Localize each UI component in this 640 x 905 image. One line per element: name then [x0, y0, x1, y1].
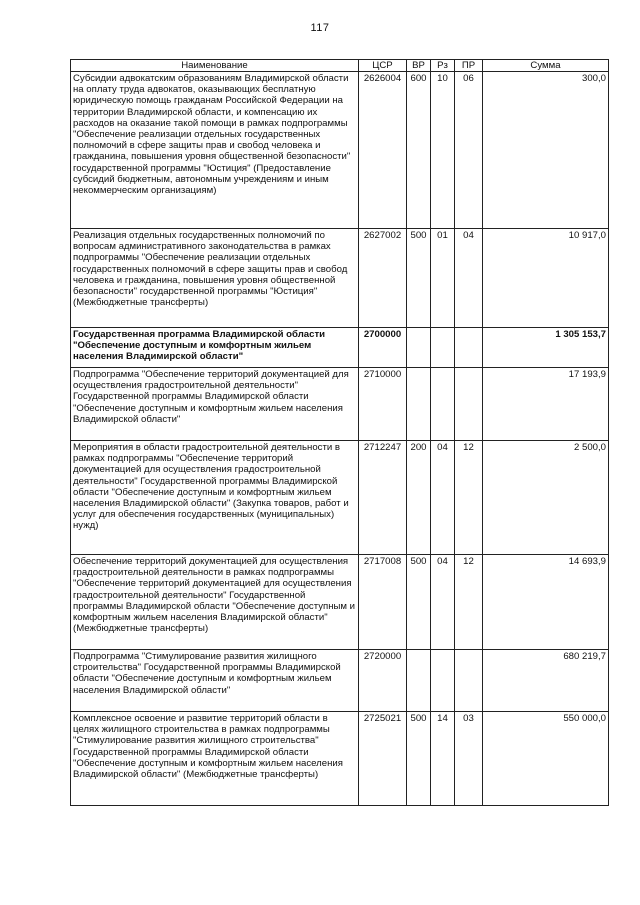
table-row	[71, 229, 609, 328]
table-row	[71, 650, 609, 712]
row-pr: 04	[455, 229, 483, 328]
row-name: Субсидии адвокатским образованиям Владимирской области на оплату труда адвокатов, оказывающих бесплатную юридическую помощь гражданам Российской Федерации на территории Владимирской области, и компенсацию их расходов на оказание такой помощи в рамках подпрограммы "Обеспечение реализации отдельных государственных полномочий в сфере защиты прав и свобод человека и гражданина, повышения уровня общественной безопасности" государственной программы "Юстиция" (Предоставление субсидий бюджетным, автономным учреждениям и иным некоммерческим организациям)	[71, 72, 359, 229]
header-rz: Рз	[431, 60, 455, 72]
header-pr: ПР	[455, 60, 483, 72]
row-sum: 300,0	[483, 72, 609, 229]
row-pr	[455, 368, 483, 441]
row-csr: 2627002	[359, 229, 407, 328]
row-sum: 1 305 153,7	[483, 328, 609, 368]
row-rz: 04	[431, 555, 455, 650]
row-vr	[407, 328, 431, 368]
table-row	[71, 368, 609, 441]
row-csr: 2712247	[359, 441, 407, 555]
row-rz: 01	[431, 229, 455, 328]
header-sum: Сумма	[483, 60, 609, 72]
table-row	[71, 441, 609, 555]
row-pr	[455, 328, 483, 368]
row-sum: 2 500,0	[483, 441, 609, 555]
page-number: 117	[310, 22, 330, 34]
row-name: Подпрограмма "Обеспечение территорий документацией для осуществления градостроительной деятельности" Государственной программы Владимирской области "Обеспечение доступным и комфортным жильем населения Владимирской области"	[71, 368, 359, 441]
row-vr: 600	[407, 72, 431, 229]
row-rz: 04	[431, 441, 455, 555]
row-csr: 2710000	[359, 368, 407, 441]
table-row	[71, 555, 609, 650]
row-rz: 10	[431, 72, 455, 229]
row-name: Комплексное освоение и развитие территорий области в целях жилищного строительства в рамках подпрограммы "Стимулирование развития жилищного строительства" Государственной программы Владимирской области "Обеспечение доступным и комфортным жильем населения Владимирской области" (Межбюджетные трансферты)	[71, 712, 359, 806]
table-row	[71, 328, 609, 368]
row-vr: 500	[407, 555, 431, 650]
row-vr	[407, 650, 431, 712]
row-rz: 14	[431, 712, 455, 806]
table-header	[71, 60, 609, 72]
row-sum: 14 693,9	[483, 555, 609, 650]
row-vr: 500	[407, 229, 431, 328]
row-vr: 500	[407, 712, 431, 806]
row-sum: 10 917,0	[483, 229, 609, 328]
row-rz	[431, 368, 455, 441]
row-sum: 550 000,0	[483, 712, 609, 806]
header-vr: ВР	[407, 60, 431, 72]
row-vr: 200	[407, 441, 431, 555]
row-name: Реализация отдельных государственных полномочий по вопросам административного законодательства в рамках подпрограммы "Обеспечение реализации отдельных государственных полномочий в сфере защиты прав и свобод человека и гражданина, повышения уровня общественной безопасности" государственной программы "Юстиция" (Межбюджетные трансферты)	[71, 229, 359, 328]
row-pr: 12	[455, 555, 483, 650]
row-csr: 2725021	[359, 712, 407, 806]
header-name: Наименование	[71, 60, 359, 72]
table-body	[71, 72, 609, 806]
row-pr: 03	[455, 712, 483, 806]
row-name: Подпрограмма "Стимулирование развития жилищного строительства" Государственной программы Владимирской области "Обеспечение доступным и комфортным жильем населения Владимирской области"	[71, 650, 359, 712]
row-sum: 17 193,9	[483, 368, 609, 441]
row-pr: 12	[455, 441, 483, 555]
row-csr: 2626004	[359, 72, 407, 229]
row-rz	[431, 650, 455, 712]
header-csr: ЦСР	[359, 60, 407, 72]
row-pr: 06	[455, 72, 483, 229]
table-row	[71, 712, 609, 806]
row-name: Обеспечение территорий документацией для осуществления градостроительной деятельности в рамках подпрограммы "Обеспечение территорий документацией для осуществления градостроительной деятельности" Государственной программы Владимирской области "Обеспечение доступным и комфортным жильем населения Владимирской области" (Межбюджетные трансферты)	[71, 555, 359, 650]
row-pr	[455, 650, 483, 712]
row-sum: 680 219,7	[483, 650, 609, 712]
row-vr	[407, 368, 431, 441]
row-name: Мероприятия в области градостроительной деятельности в рамках подпрограммы "Обеспечение территорий документацией для осуществления градостроительной деятельности" Государственной программы Владимирской области "Обеспечение доступным и комфортным жильем населения Владимирской области" (Закупка товаров, работ и услуг для обеспечения государственных (муниципальных) нужд)	[71, 441, 359, 555]
row-csr: 2717008	[359, 555, 407, 650]
budget-table	[70, 59, 609, 806]
row-csr: 2720000	[359, 650, 407, 712]
row-rz	[431, 328, 455, 368]
row-name: Государственная программа Владимирской области "Обеспечение доступным и комфортным жильем населения Владимирской области"	[71, 328, 359, 368]
row-csr: 2700000	[359, 328, 407, 368]
table-row	[71, 72, 609, 229]
